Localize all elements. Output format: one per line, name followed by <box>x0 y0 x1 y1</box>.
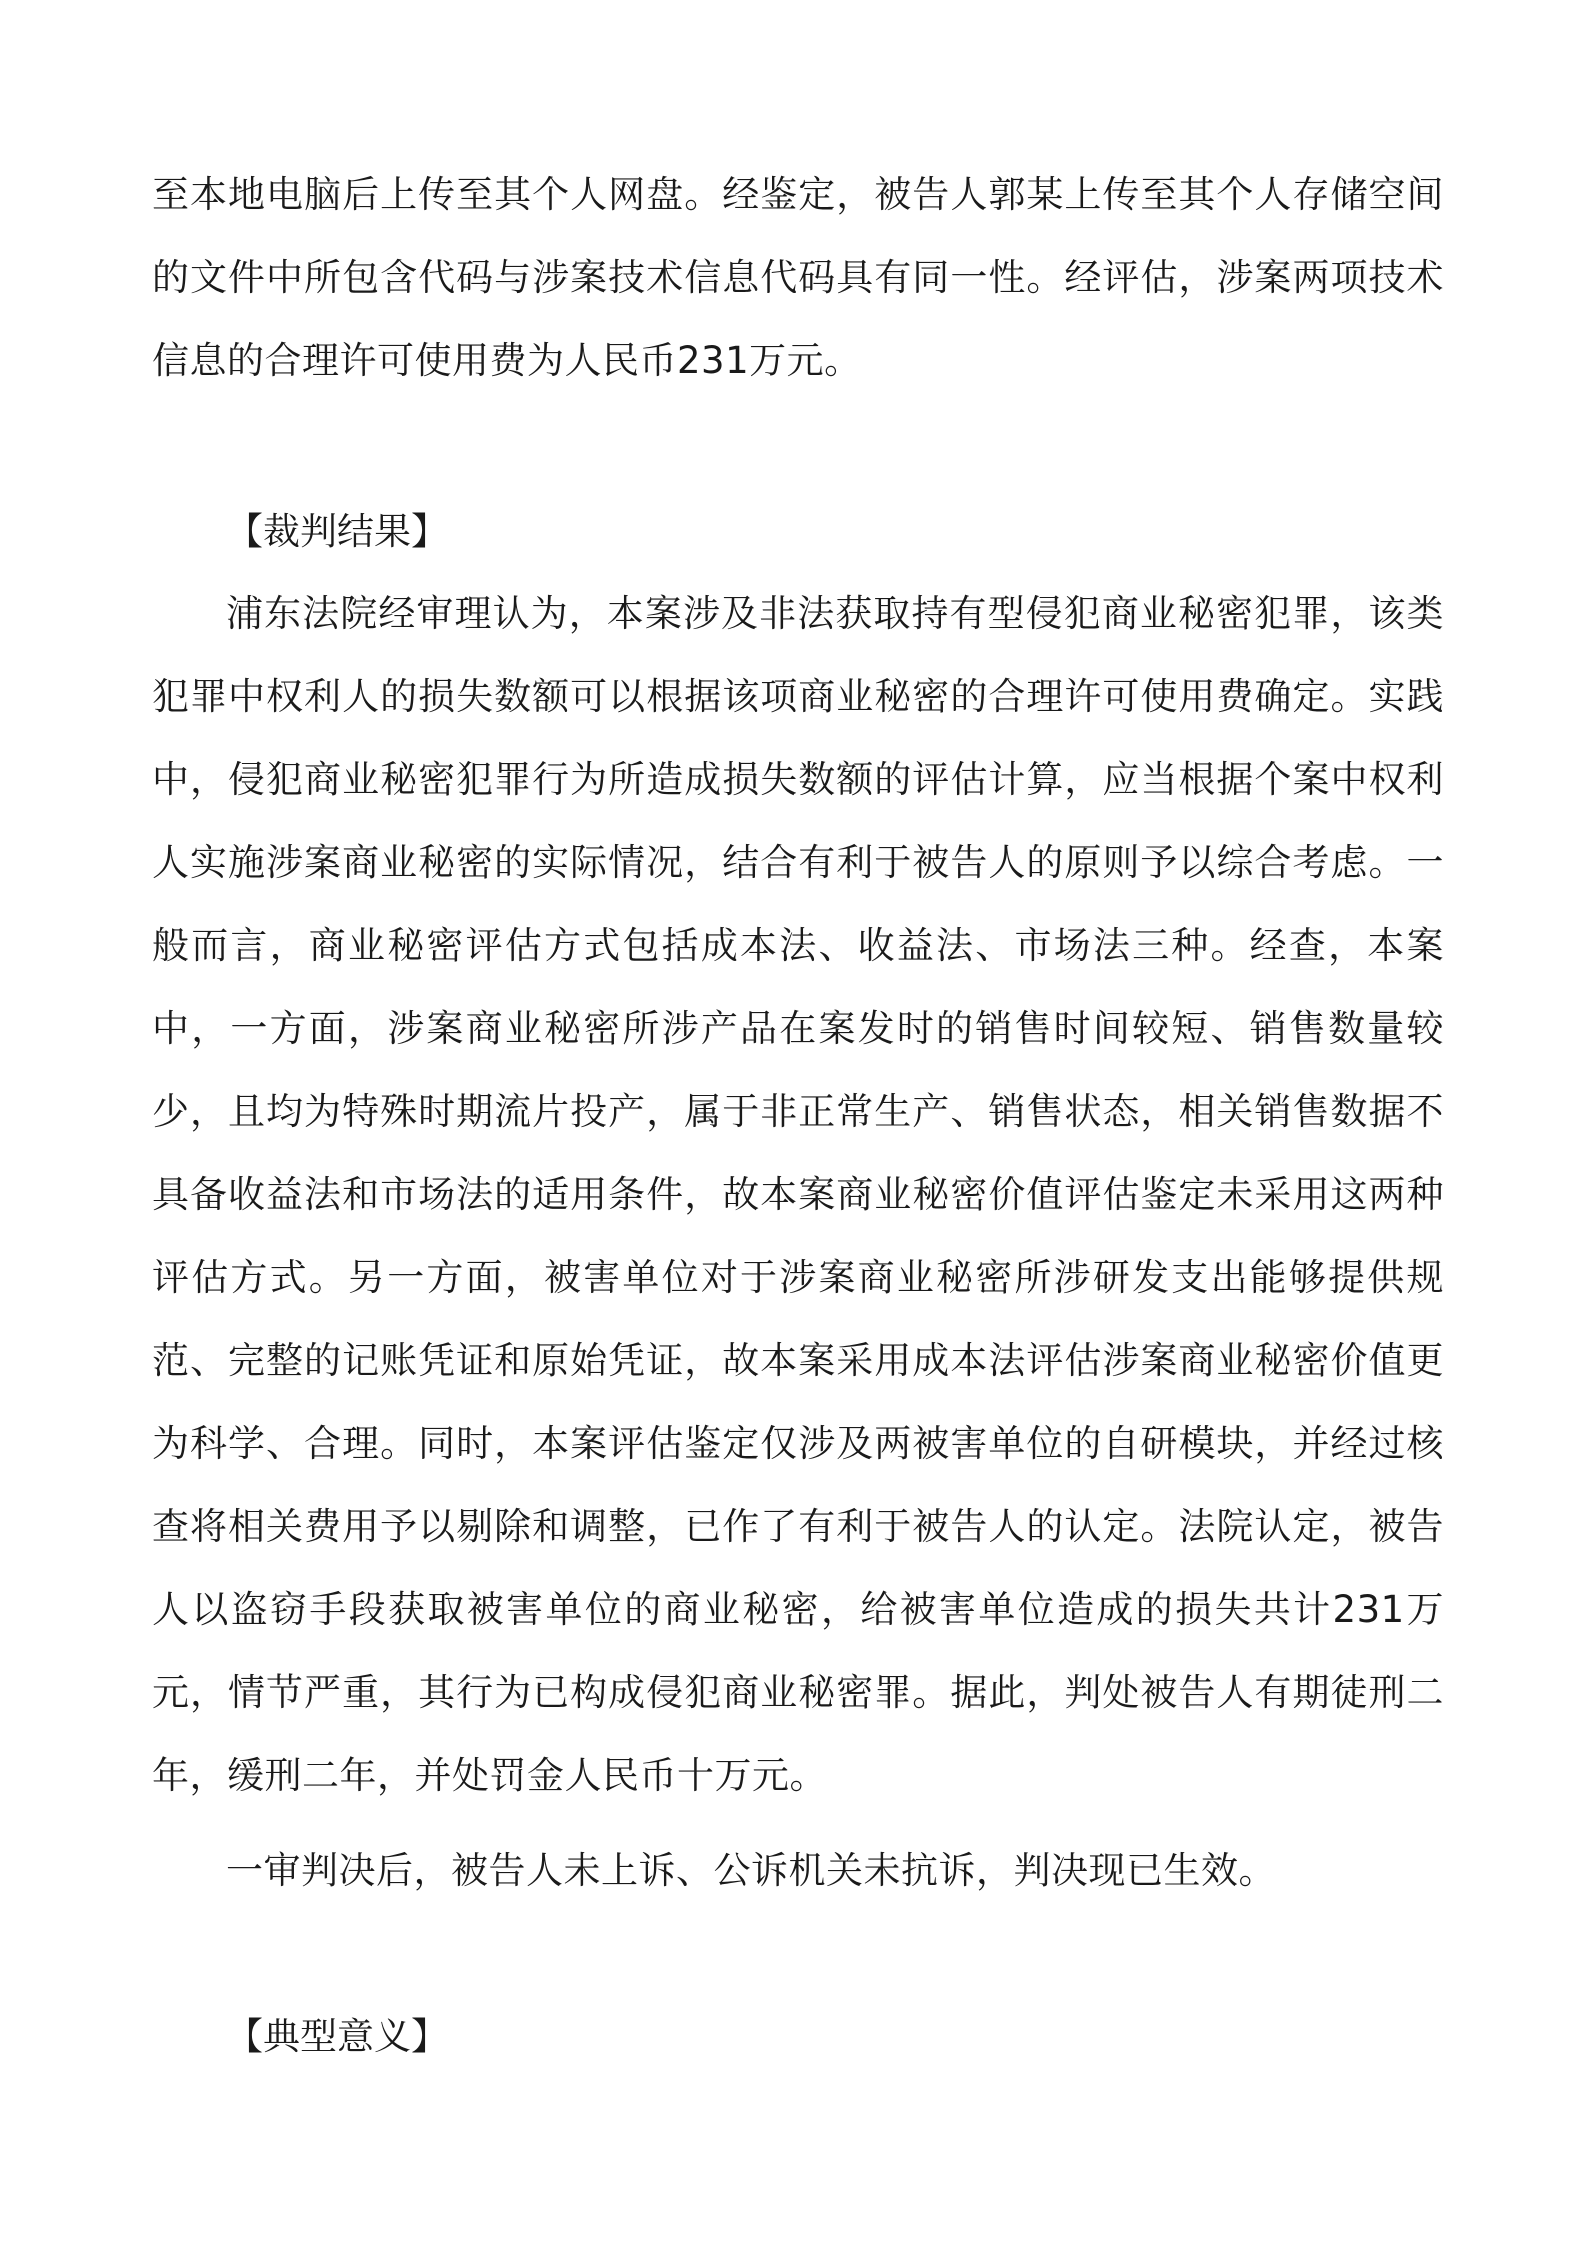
significance-heading: 【典型意义】 <box>226 2015 448 2058</box>
intro-paragraph: 至本地电脑后上传至其个人网盘。经鉴定，被告人郭某上传至其个人存储空间的文件中所包含代码与涉案技术信息代码具有同一性。经评估，涉案两项技术信息的合理许可使用费为人民币231万元。 <box>152 173 1444 382</box>
after-judgment-paragraph: 一审判决后，被告人未上诉、公诉机关未抗诉，判决现已生效。 <box>226 1849 1276 1892</box>
result-heading: 【裁判结果】 <box>226 510 448 553</box>
result-paragraph: 浦东法院经审理认为，本案涉及非法获取持有型侵犯商业秘密犯罪，该类犯罪中权利人的损失数额可以根据该项商业秘密的合理许可使用费确定。实践中，侵犯商业秘密犯罪行为所造成损失数额的评估计算，应当根据个案中权利人实施涉案商业秘密的实际情况，结合有利于被告人的原则予以综合考虑。一般而言，商业秘密评估方式包括成本法、收益法、市场法三种。经查，本案中，一方面，涉案商业秘密所涉产品在案发时的销售时间较短、销售数量较少，且均为特殊时期流片投产，属于非正常生产、销售状态，相关销售数据不具备收益法和市场法的适用条件，故本案商业秘密价值评估鉴定未采用这两种评估方式。另一方面，被害单位对于涉案商业秘密所涉研发支出能够提供规范、完整的记账凭证和原始凭证，故本案采用成本法评估涉案商业秘密价值更为科学、合理。同时，本案评估鉴定仅涉及两被害单位的自研模块，并经过核查将相关费用予以剔除和调整，已作了有利于被告人的认定。法院认定，被告人以盗窃手段获取被害单位的商业秘密，给被害单位造成的损失共计231万元，情节严重，其行为已构成侵犯商业秘密罪。据此，判处被告人有期徒刑二年，缓刑二年，并处罚金人民币十万元。 <box>152 592 1444 1797</box>
document-page <box>152 0 1444 2245</box>
